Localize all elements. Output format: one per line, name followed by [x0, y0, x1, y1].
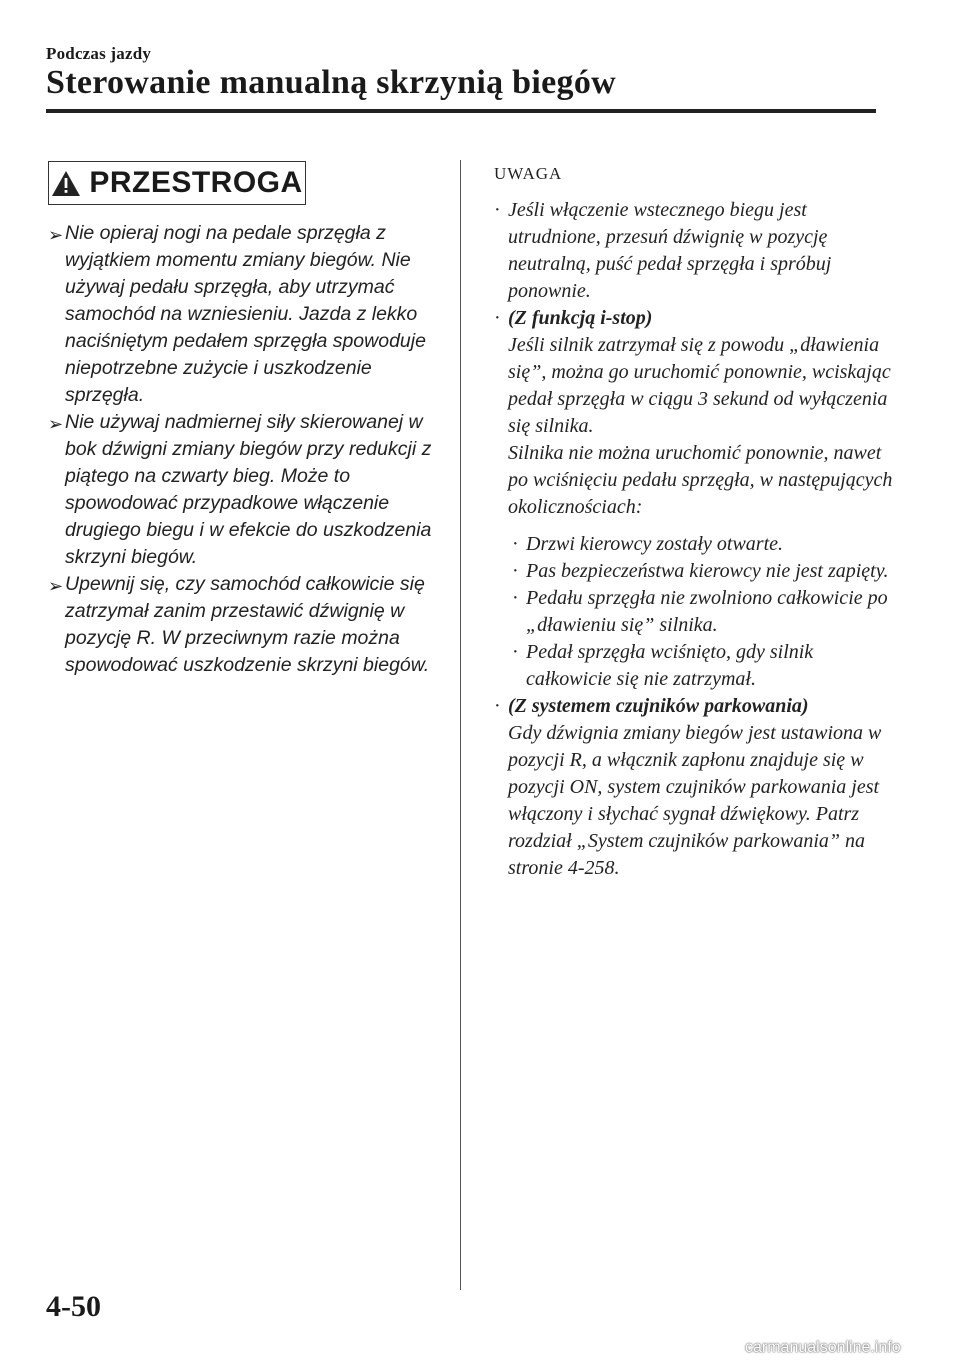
caution-item [48, 220, 448, 409]
note-subitem [508, 585, 894, 639]
dot-bullet-icon: · [512, 587, 519, 609]
page-title: Sterowanie manualną skrzynią biegów [46, 64, 616, 101]
note-text: Jeśli włączenie wstecznego biegu jest utrudnione, przesuń dźwignię w pozycję neutralną, puść pedał sprzęgła i spróbuj ponownie. [508, 199, 832, 302]
dot-bullet-icon: · [512, 533, 519, 555]
note-item [494, 693, 894, 882]
note-subitem-text: Pas bezpieczeństwa kierowcy nie jest zapięty. [526, 560, 889, 582]
caution-item-text: Upewnij się, czy samochód całkowicie się zatrzymał zanim przestawić dźwignię w pozycję R. W przeciwnym razie można spowodować uszkodzenie skrzyni biegów. [65, 573, 430, 676]
caution-item-text: Nie używaj nadmiernej siły skierowanej w bok dźwigni zmiany biegów przy redukcji z piątego na czwarty bieg. Może to spowodować przypadkowe włączenie drugiego biegu i w efekcie do uszkodzenia skrzyni biegów. [65, 411, 432, 568]
dot-bullet-icon: · [494, 307, 501, 329]
dot-bullet-icon: · [512, 560, 519, 582]
note-text: Gdy dźwignia zmiany biegów jest ustawiona w pozycji R, a włącznik zapłonu znajduje się w pozycji ON, system czujników parkowania jest włączony i słychać sygnał dźwiękowy. Patrz rozdział „System czujników parkowania” na stronie 4-258. [508, 722, 882, 879]
caution-header [48, 161, 306, 205]
dot-bullet-icon: · [494, 199, 501, 221]
warning-triangle-icon [51, 170, 81, 197]
watermark: carmanualsonline.info [745, 1339, 901, 1356]
section-label: Podczas jazdy [46, 44, 152, 63]
caution-list [48, 220, 448, 679]
note-subitem [508, 531, 894, 558]
page-number: 4-50 [46, 1290, 101, 1323]
note-subitems [508, 531, 894, 693]
notes-column [494, 160, 894, 882]
arrowhead-icon: ➢ [48, 576, 64, 596]
dot-bullet-icon: · [494, 695, 501, 717]
note-text: Jeśli silnik zatrzymał się z powodu „dławienia się”, można go uruchomić ponownie, wciskając pedał sprzęgła w ciągu 3 sekund od wyłączenia się silnika. [508, 334, 891, 437]
note-subitem-text: Pedału sprzęgła nie zwolniono całkowicie po „dławieniu się” silnika. [526, 587, 888, 636]
note-heading: (Z funkcją i-stop) [508, 307, 653, 329]
arrowhead-icon: ➢ [48, 414, 64, 434]
caution-title: PRZESTROGA [89, 166, 303, 199]
note-subitem-text: Drzwi kierowcy zostały otwarte. [526, 533, 784, 555]
caution-item [48, 409, 448, 571]
note-subitem-text: Pedał sprzęgła wciśnięto, gdy silnik całkowicie się nie zatrzymał. [526, 641, 814, 690]
arrowhead-icon: ➢ [48, 225, 64, 245]
dot-bullet-icon: · [512, 641, 519, 663]
note-subitem [508, 558, 894, 585]
note-heading: (Z systemem czujników parkowania) [508, 695, 809, 717]
notes-title: UWAGA [494, 164, 563, 183]
title-rule [46, 109, 876, 113]
note-item [494, 197, 894, 305]
note-subitem [508, 639, 894, 693]
caution-item [48, 571, 448, 679]
caution-item-text: Nie opieraj nogi na pedale sprzęgła z wyjątkiem momentu zmiany biegów. Nie używaj pedału sprzęgła, aby utrzymać samochód na wzniesieniu. Jazda z lekko naciśniętym pedałem sprzęgła spowoduje niepotrzebne zużycie i uszkodzenie sprzęgła. [65, 222, 426, 406]
column-divider [460, 160, 461, 1290]
note-item [494, 305, 894, 693]
note-text: Silnika nie można uruchomić ponownie, nawet po wciśnięciu pedału sprzęgła, w następujących okolicznościach: [508, 442, 893, 518]
